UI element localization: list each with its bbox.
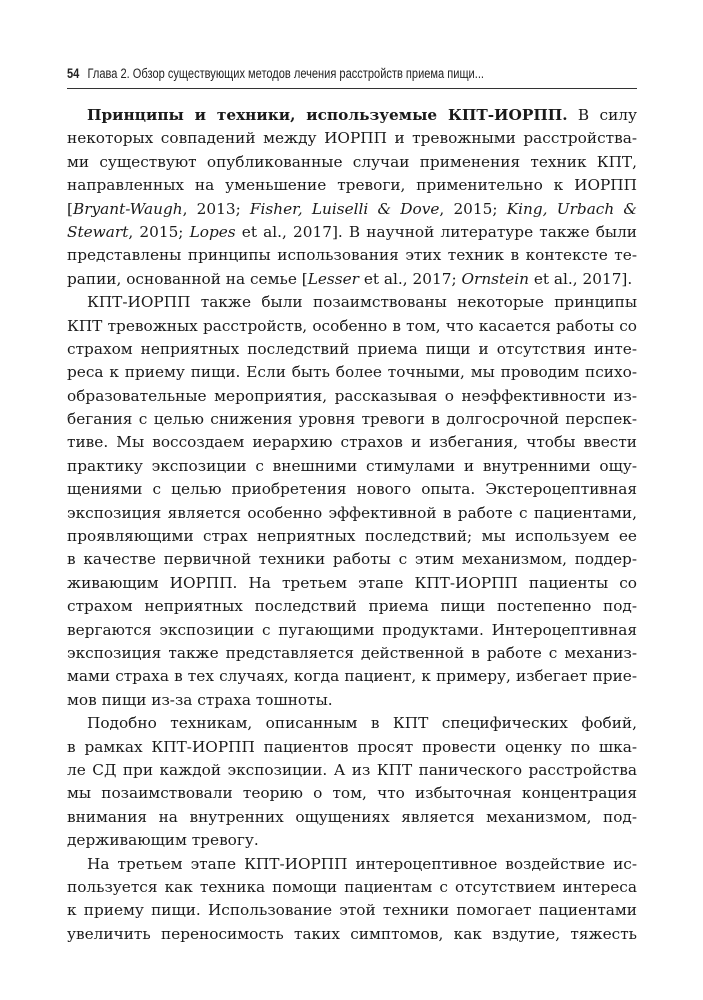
- text-run: ле СД при каждой экспозиции. А из КПТ панического расстройства: [67, 760, 637, 779]
- text-run: тиве. Мы воссоздаем иерархию страхов и избегания, чтобы ввести: [67, 433, 637, 452]
- text-line: [67, 712, 637, 735]
- text-run: реса к приему пищи. Если быть более точными, мы проводим психо-: [67, 363, 637, 382]
- text-line: [67, 619, 637, 642]
- header-rule: [67, 88, 637, 89]
- text-line: [67, 221, 637, 244]
- citation-author: Fisher, Luiselli & Dove: [249, 199, 440, 218]
- text-line: [67, 455, 637, 478]
- paragraph: [67, 291, 637, 712]
- paragraph: [67, 712, 637, 852]
- body-text: [67, 104, 637, 946]
- page-number: 54: [67, 66, 80, 81]
- section-heading: Принципы и техники, используемые КПТ-ИОРПП.: [87, 106, 568, 124]
- text-line: [67, 853, 637, 876]
- text-run: щениями с целью приобретения нового опыта. Экстероцептивная: [67, 480, 637, 499]
- text-line: [67, 151, 637, 174]
- paragraph: [67, 853, 637, 947]
- text-line: [67, 291, 637, 314]
- text-line: [67, 782, 637, 805]
- text-run: , 2015;: [128, 222, 190, 241]
- text-run: КПТ тревожных расстройств, особенно в том, что касается работы со: [67, 316, 637, 335]
- text-run: направленных на уменьшение тревоги, применительно к ИОРПП: [67, 176, 637, 195]
- text-run: представлены принципы использования этих техник в контексте те-: [67, 246, 637, 265]
- text-run: некоторых совпадений между ИОРПП и тревожными расстройства-: [67, 129, 637, 148]
- text-line: [67, 899, 637, 922]
- text-line: [67, 525, 637, 548]
- text-run: практику экспозиции с внешними стимулами и внутренними ощу-: [67, 456, 637, 475]
- text-run: et al., 2017;: [358, 269, 462, 288]
- text-run: бегания с целью снижения уровня тревоги в долгосрочной перспек-: [67, 410, 637, 429]
- text-run: Подобно техникам, описанным в КПТ специфических фобий,: [87, 714, 637, 733]
- text-line: [67, 408, 637, 431]
- text-run: [: [67, 199, 73, 218]
- text-line: [67, 478, 637, 501]
- text-run: , 2015;: [439, 199, 507, 218]
- text-line: [67, 689, 637, 712]
- citation-author: Lopes: [189, 222, 236, 241]
- text-line: [67, 665, 637, 688]
- text-run: ми существуют опубликованные случаи применения техник КПТ,: [67, 152, 637, 171]
- text-run: образовательные мероприятия, рассказывая о неэффективности из-: [67, 386, 637, 405]
- text-run: живающим ИОРПП. На третьем этапе КПТ-ИОРПП пациенты со: [67, 573, 637, 592]
- text-line: [67, 315, 637, 338]
- text-run: мов пищи из-за страха тошноты.: [67, 690, 333, 709]
- text-line: [67, 361, 637, 384]
- paragraph: [67, 104, 637, 291]
- text-run: внимания на внутренних ощущениях является механизмом, под-: [67, 807, 637, 826]
- citation-author: Stewart: [67, 222, 129, 241]
- text-line: [67, 431, 637, 454]
- text-line: [67, 338, 637, 361]
- text-line: [67, 923, 637, 946]
- text-run: в рамках КПТ-ИОРПП пациентов просят провести оценку по шка-: [67, 737, 637, 756]
- text-line: [67, 759, 637, 782]
- text-run: увеличить переносимость таких симптомов, как вздутие, тяжесть: [67, 924, 637, 943]
- text-line: [67, 502, 637, 525]
- text-run: , 2013;: [182, 199, 250, 218]
- text-line: [67, 174, 637, 197]
- chapter-title: Глава 2. Обзор существующих методов лечения расстройств приема пищи...: [87, 66, 484, 81]
- citation-author: Lesser: [307, 269, 359, 288]
- text-run: страхом неприятных последствий приема пищи и отсутствия инте-: [67, 339, 637, 358]
- text-run: держивающим тревогу.: [67, 831, 259, 850]
- text-run: et al., 2017].: [528, 269, 633, 288]
- text-run: КПТ-ИОРПП также были позаимствованы некоторые принципы: [87, 293, 637, 312]
- text-line: [67, 198, 637, 221]
- text-line: [67, 385, 637, 408]
- text-run: страхом неприятных последствий приема пищи постепенно под-: [67, 597, 637, 616]
- text-line: [67, 127, 637, 150]
- text-run: к приему пищи. Использование этой техники помогает пациентами: [67, 901, 637, 920]
- text-run: рапии, основанной на семье [: [67, 269, 308, 288]
- text-run: пользуется как техника помощи пациентам с отсутствием интереса: [67, 877, 637, 896]
- text-run: В силу: [567, 106, 637, 124]
- running-header: [67, 66, 534, 81]
- text-line: [67, 548, 637, 571]
- text-line: [67, 268, 637, 291]
- text-line: [67, 736, 637, 759]
- text-line: [67, 572, 637, 595]
- text-run: et al., 2017]. В научной литературе также были: [235, 222, 637, 241]
- text-run: проявляющими страх неприятных последствий; мы используем ее: [67, 527, 637, 546]
- citation-author: Ornstein: [461, 269, 529, 288]
- text-run: экспозиция является особенно эффективной в работе с пациентами,: [67, 503, 637, 522]
- text-line: [67, 642, 637, 665]
- text-line: [67, 829, 637, 852]
- text-line: [67, 104, 637, 127]
- citation-author: King, Urbach &: [506, 199, 637, 218]
- text-line: [67, 806, 637, 829]
- text-run: вергаются экспозиции с пугающими продуктами. Интероцептивная: [67, 620, 637, 639]
- text-line: [67, 876, 637, 899]
- text-line: [67, 244, 637, 267]
- citation-author: Bryant-Waugh: [72, 199, 183, 218]
- text-run: в качестве первичной техники работы с этим механизмом, поддер-: [67, 550, 637, 569]
- text-run: На третьем этапе КПТ-ИОРПП интероцептивное воздействие ис-: [87, 854, 637, 873]
- text-run: мами страха в тех случаях, когда пациент, к примеру, избегает прие-: [67, 667, 637, 686]
- text-run: мы позаимствовали теорию о том, что избыточная концентрация: [67, 784, 637, 803]
- text-line: [67, 595, 637, 618]
- text-run: экспозиция также представляется действенной в работе с механиз-: [67, 643, 637, 662]
